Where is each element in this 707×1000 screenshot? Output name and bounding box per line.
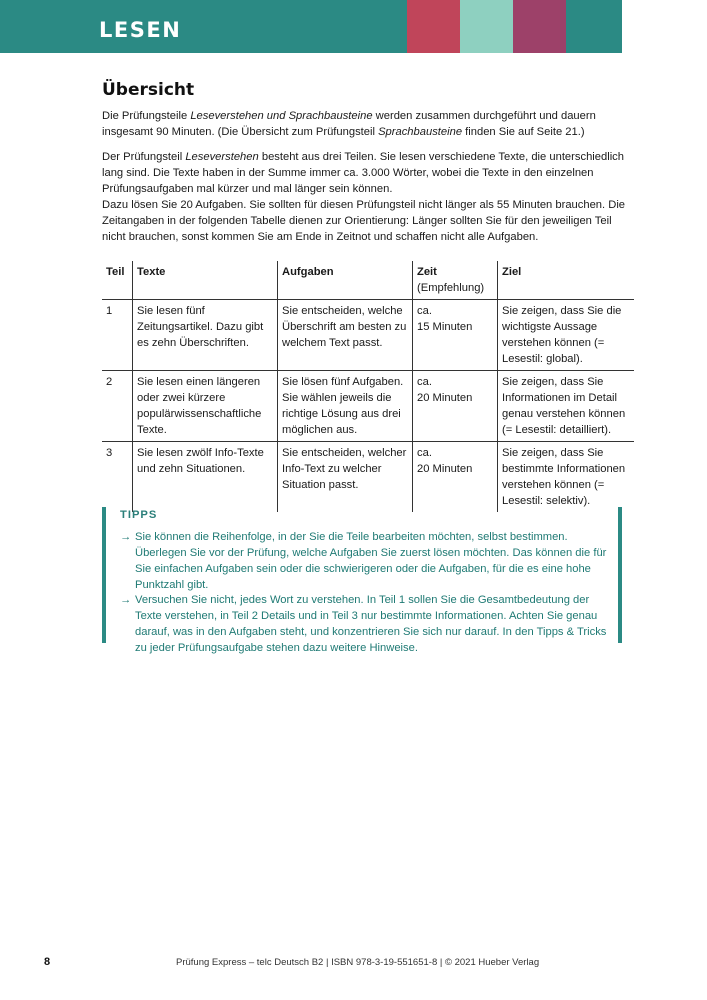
page-title: Übersicht — [102, 80, 195, 100]
cell-zeit-ca: ca. — [417, 376, 432, 388]
italic-term: Leseverstehen und Sprachbausteine — [190, 110, 373, 122]
section-label: LESEN — [99, 18, 182, 42]
header-ziel: Ziel — [498, 261, 635, 300]
cell-teil: 3 — [106, 447, 113, 459]
description-paragraph — [102, 149, 632, 197]
header-zeit-note: (Empfehlung) — [417, 282, 485, 294]
italic-term: Sprachbausteine — [378, 126, 463, 138]
overview-table — [102, 261, 634, 512]
cell-texte: Sie lesen einen längeren oder zwei kürzere populärwissenschaftliche Texte. — [133, 371, 278, 442]
header-zeit-label: Zeit — [417, 266, 437, 278]
text-run: Die Prüfungsteile — [102, 110, 191, 122]
cell-zeit-ca: ca. — [417, 305, 432, 317]
cell-teil: 2 — [106, 376, 113, 388]
tips-heading: TIPPS — [120, 509, 158, 521]
text-run: besteht aus drei Teilen. Sie lesen verschiedene Texte, die unterschiedlich lang sind. Die Texte haben in der Summe immer ca. 3.000 Wörter, wobei die Texte in den einzelnen Prüfungsaufgaben mal kürzer und mal länger sein können. — [102, 151, 625, 195]
text-run: finden Sie auf Seite 21.) — [462, 126, 585, 138]
cell-aufgaben: Sie entscheiden, welcher Info-Text zu welcher Situation passt. — [278, 442, 413, 513]
tip-text: Versuchen Sie nicht, jedes Wort zu verstehen. In Teil 1 sollen Sie die Gesamtbedeutung der Texte verstehen, in Teil 2 Details und in Teil 3 nur bestimmte Informationen. Achten Sie genau darauf, was in den Aufgaben steht, und konzentrieren Sie sich nur darauf. In den Tipps & Tricks zu jeder Prüfungsaufgabe stehen dazu weitere Hinweise. — [135, 594, 607, 654]
header-zeit — [413, 261, 498, 300]
cell-zeit-minutes: 15 Minuten — [417, 321, 473, 333]
cell-ziel: Sie zeigen, dass Sie die wichtigste Aussage verstehen können (= Lesestil: global). — [498, 300, 635, 371]
cell-zeit-minutes: 20 Minuten — [417, 392, 473, 404]
text-run: werden zusammen durchgeführt und dauern insgesamt 90 Minuten. (Die Übersicht zum Prüfungsteil — [102, 110, 596, 138]
time-paragraph: Dazu lösen Sie 20 Aufgaben. Sie sollten für diesen Prüfungsteil nicht länger als 55 Minuten brauchen. Die Zeitangaben in der folgenden Tabelle dienen zur Orientierung: Länger sollten Sie für den jeweiligen Teil nicht brauchen, sonst kommen Sie am Ende in Zeitnot und schaffen nicht alle Aufgaben. — [102, 199, 626, 243]
cell-teil: 1 — [106, 305, 113, 317]
page-number: 8 — [44, 956, 51, 968]
tip-text: Sie können die Reihenfolge, in der Sie die Teile bearbeiten möchten, selbst bestimmen. Überlegen Sie vor der Prüfung, welche Aufgaben Sie zuerst lösen möchten. Das können die für Sie einfachen Aufgaben sein oder die schwierigeren oder die Aufgaben, für die es eine hohe Punktzahl gibt. — [135, 531, 607, 591]
header-texte: Texte — [133, 261, 278, 300]
text-run: Der Prüfungsteil — [102, 151, 186, 163]
color-block-plum — [513, 0, 566, 53]
table-header-row — [102, 261, 634, 300]
cell-aufgaben: Sie lösen fünf Aufgaben. Sie wählen jeweils die richtige Lösung aus drei möglichen aus. — [278, 371, 413, 442]
arrow-right-icon: → — [120, 594, 132, 606]
table-row — [102, 371, 634, 442]
tip-item — [120, 592, 610, 656]
tip-item — [120, 529, 610, 593]
cell-zeit — [413, 442, 498, 513]
cell-zeit — [413, 300, 498, 371]
cell-texte: Sie lesen fünf Zeitungsartikel. Dazu gibt es zehn Überschriften. — [133, 300, 278, 371]
color-block-red — [407, 0, 460, 53]
cell-ziel: Sie zeigen, dass Sie bestimmte Informationen verstehen können (= Lesestil: selektiv). — [498, 442, 635, 513]
color-block-mint — [460, 0, 513, 53]
cell-ziel: Sie zeigen, dass Sie Informationen im Detail genau verstehen können (= Lesestil: detailliert). — [498, 371, 635, 442]
cell-zeit-minutes: 20 Minuten — [417, 463, 473, 475]
arrow-right-icon: → — [120, 531, 132, 543]
cell-texte: Sie lesen zwölf Info-Texte und zehn Situationen. — [133, 442, 278, 513]
table-row — [102, 442, 634, 513]
cell-aufgaben: Sie entscheiden, welche Überschrift am besten zu welchem Text passt. — [278, 300, 413, 371]
italic-term: Leseverstehen — [185, 151, 259, 163]
header-teil: Teil — [106, 266, 125, 278]
table-row — [102, 300, 634, 371]
footer-credit: Prüfung Express – telc Deutsch B2 | ISBN 978-3-19-551651-8 | © 2021 Hueber Verlag — [176, 957, 540, 968]
cell-zeit — [413, 371, 498, 442]
intro-paragraph — [102, 108, 632, 140]
tips-box — [102, 507, 622, 654]
cell-zeit-ca: ca. — [417, 447, 432, 459]
header-aufgaben: Aufgaben — [278, 261, 413, 300]
main-content — [102, 80, 632, 512]
